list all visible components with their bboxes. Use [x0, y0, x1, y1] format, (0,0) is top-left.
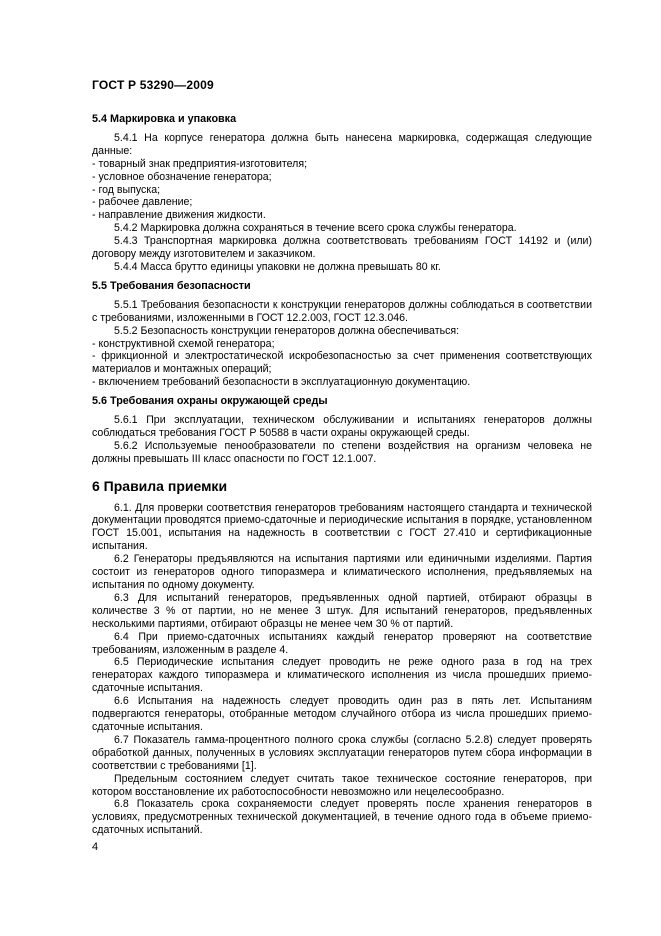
page-number: 4	[92, 841, 99, 853]
section-6-title: 6 Правила приемки	[92, 477, 228, 494]
paragraph-5-4-3: 5.4.3 Транспортная маркировка должна соответствовать требованиям ГОСТ 14192 и (или) договору между изготовителем и заказчиком.	[92, 235, 592, 261]
list-item: - направление движения жидкости.	[92, 209, 266, 222]
list-item: - условное обозначение генератора;	[92, 170, 272, 183]
paragraph-6-6: 6.6 Испытания на надежность следует проводить один раз в пять лет. Испытаниям подвергаются генераторы, отобранные методом случайного отбора из числа прошедших приемо-сдаточные испытания.	[92, 695, 592, 733]
paragraph-5-4-2: 5.4.2 Маркировка должна сохраняться в течение всего срока службы генератора.	[114, 222, 517, 235]
section-5-6-title: 5.6 Требования охраны окружающей среды	[92, 395, 328, 408]
paragraph-6-7-limit-state: Предельным состоянием следует считать такое техническое состояние генераторов, при котором восстановление их работоспособности невозможно или нецелесообразно.	[92, 772, 592, 798]
paragraph-5-5-2: 5.5.2 Безопасность конструкции генераторов должна обеспечиваться:	[114, 324, 460, 337]
list-item: - товарный знак предприятия-изготовителя;	[92, 157, 308, 170]
page-content	[92, 113, 592, 837]
paragraph-6-5: 6.5 Периодические испытания следует проводить не реже одного раза в год на трех генераторах каждого типоразмера и климатического исполнения из числа прошедших приемо-сдаточные испытания.	[92, 656, 592, 695]
list-item: - рабочее давление;	[92, 196, 193, 209]
document-header: ГОСТ Р 53290—2009	[92, 78, 214, 92]
list-item: - год выпуска;	[92, 183, 161, 196]
paragraph-5-4-1: 5.4.1 На корпусе генератора должна быть нанесена маркировка, содержащая следующие данные:	[92, 131, 592, 157]
paragraph-6-7: 6.7 Показатель гамма-процентного полного срока службы (согласно 5.2.8) следует проверять обработкой данных, полученных в условиях эксплуатации генераторов путем сбора информации в соответствии с требованиями [1].	[92, 733, 592, 772]
section-5-5-title: 5.5 Требования безопасности	[92, 279, 251, 292]
paragraph-5-6-2: 5.6.2 Используемые пенообразователи по степени воздействия на организм человека не должны превышать III класс опасности по ГОСТ 12.1.007.	[92, 439, 592, 465]
paragraph-5-6-1: 5.6.1 При эксплуатации, техническом обслуживании и испытаниях генераторов должны соблюдаться требования ГОСТ Р 50588 в части охраны окружающей среды.	[92, 414, 592, 439]
paragraph-6-4: 6.4 При приемо-сдаточных испытаниях каждый генератор проверяют на соответствие требованиям, изложенным в разделе 4.	[92, 630, 592, 656]
list-item: - фрикционной и электростатической искробезопасностью за счет применения соответствующих материалов и монтажных операций;	[92, 350, 592, 376]
list-item: - конструктивной схемой генератора;	[92, 337, 275, 350]
paragraph-6-8: 6.8 Показатель срока сохраняемости следует проверять после хранения генераторов в условиях, предусмотренных технической документацией, в течение одного года в объеме приемо-сдаточных испытаний.	[92, 798, 592, 837]
paragraph-6-2: 6.2 Генераторы предъявляются на испытания партиями или единичными изделиями. Партия состоит из генераторов одного типоразмера и климатического исполнения, предъявляемых на испытания по одному документу.	[92, 553, 592, 591]
paragraph-6-1: 6.1. Для проверки соответствия генераторов требованиям настоящего стандарта и технической документации проводятся приемо-сдаточные и периодические испытания в порядке, установленном ГОСТ 15.001, испытания на надежность в соответствии с ГОСТ 27.410 и сертификационные испытания.	[92, 501, 592, 553]
paragraph-6-3: 6.3 Для испытаний генераторов, предъявленных одной партией, отбирают образцы в количестве 3 % от партии, но не менее 3 штук. Для испытаний генераторов, предъявленных несколькими партиями, отбирают образцы не менее чем 30 % от партий.	[92, 591, 592, 630]
paragraph-5-5-1: 5.5.1 Требования безопасности к конструкции генераторов должны соблюдаться в соответствии с требованиями, изложенными в ГОСТ 12.2.003, ГОСТ 12.3.046.	[92, 298, 592, 324]
paragraph-5-4-4: 5.4.4 Масса брутто единицы упаковки не должна превышать 80 кг.	[114, 260, 441, 273]
section-5-4-title: 5.4 Маркировка и упаковка	[92, 113, 237, 125]
list-item: - включением требований безопасности в эксплуатационную документацию.	[92, 376, 471, 389]
